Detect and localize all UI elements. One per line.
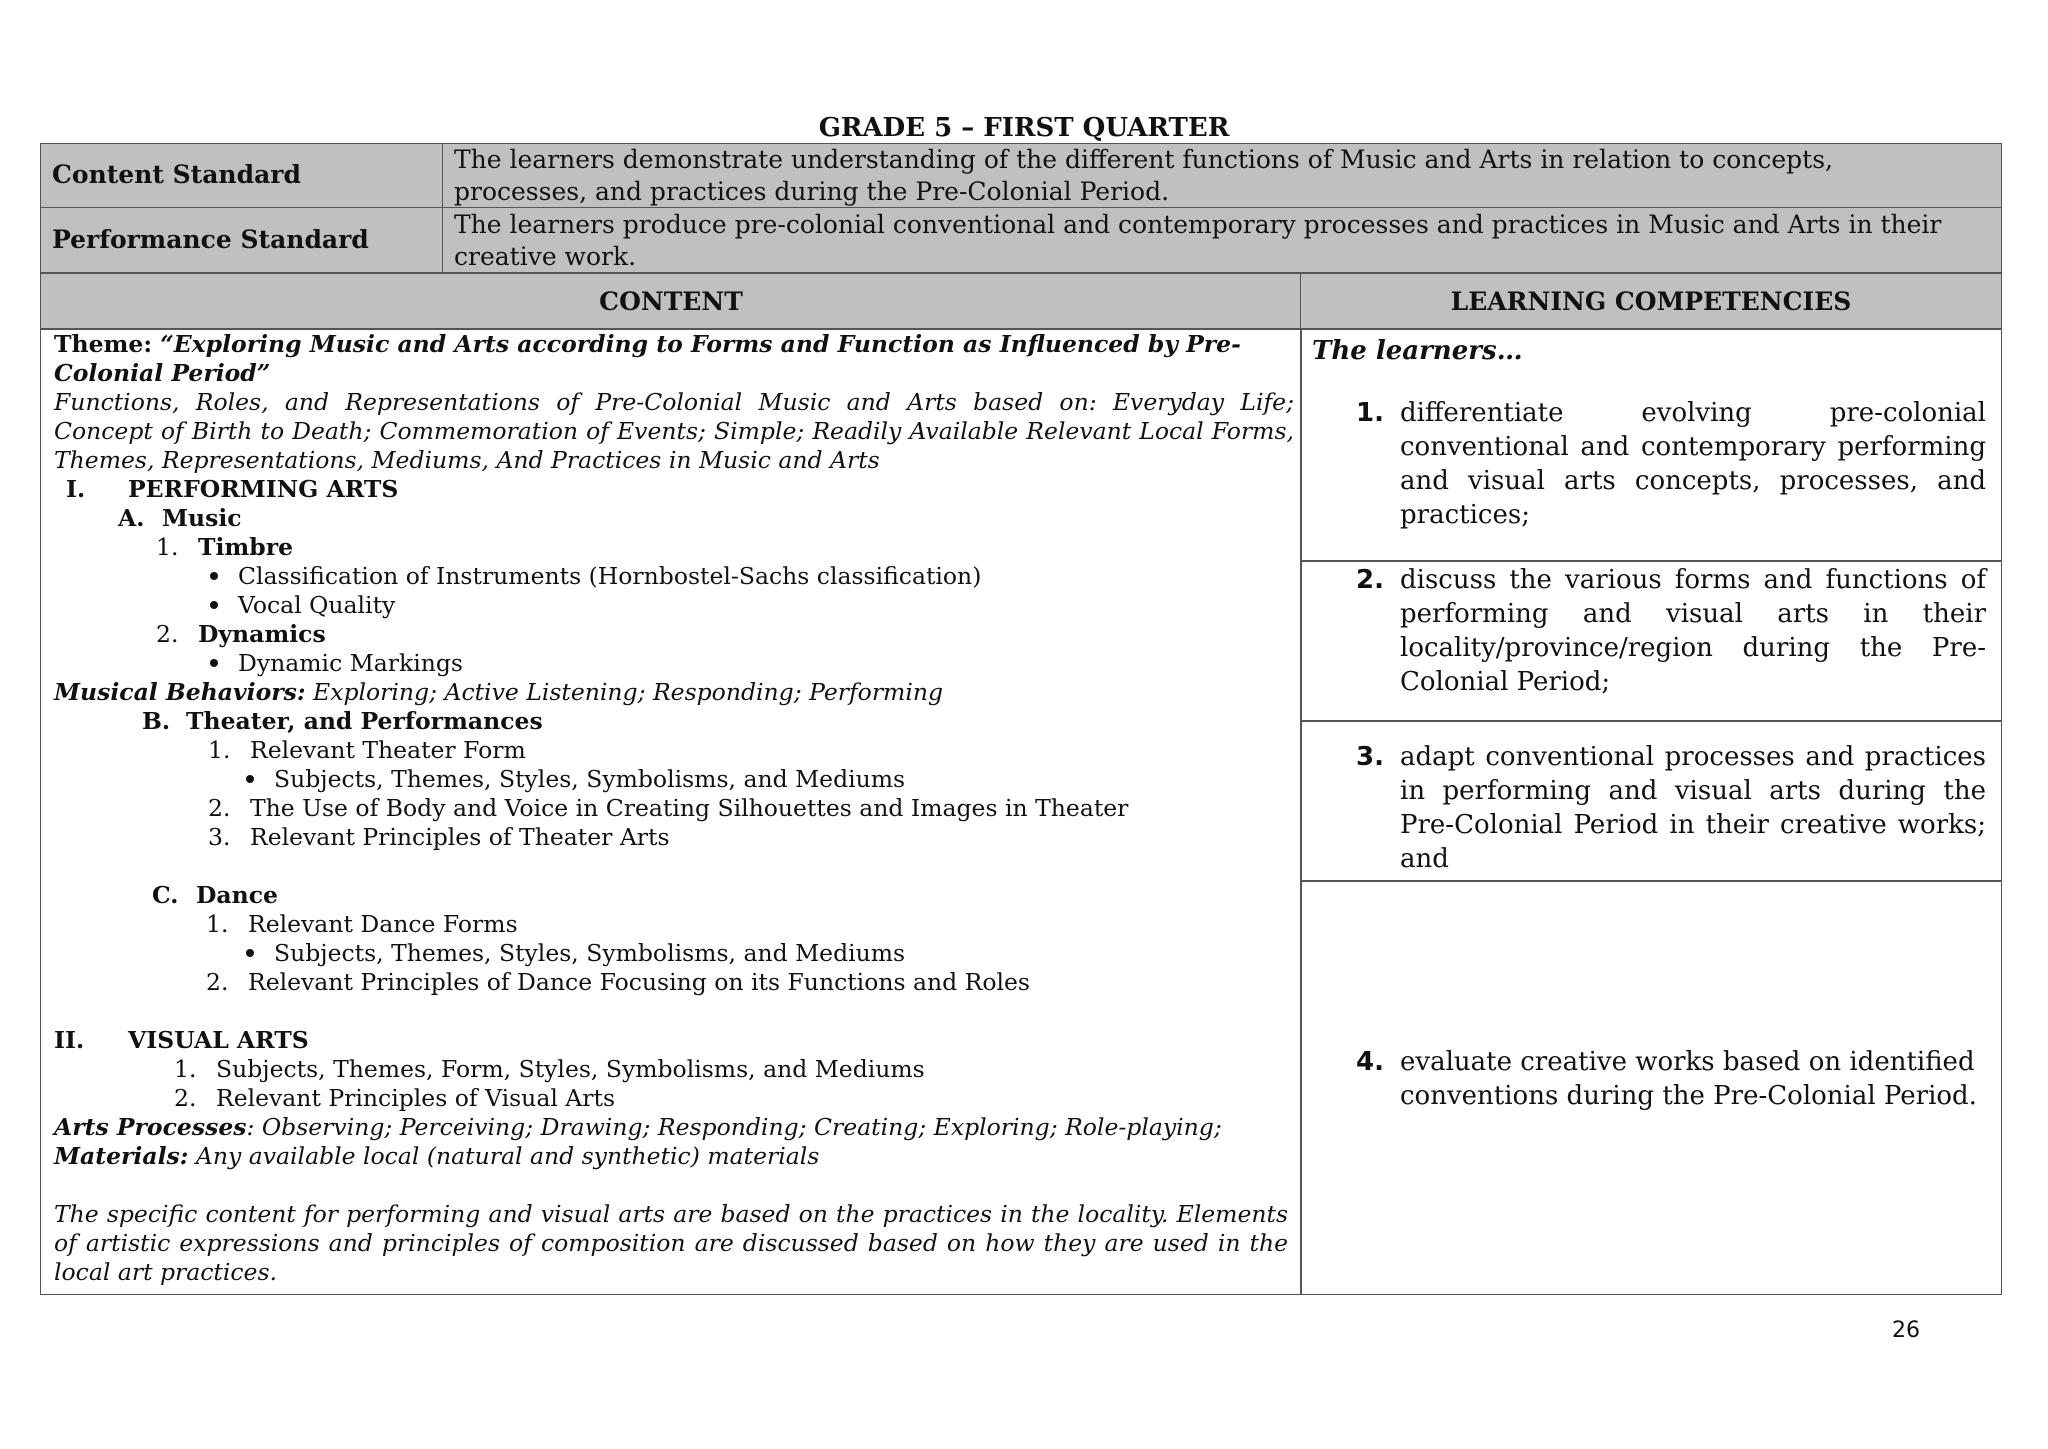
musical-behaviors-label: Musical Behaviors:: [54, 678, 306, 706]
materials: [54, 1142, 819, 1171]
arts-processes-text: : Observing; Perceiving; Drawing; Responding; Creating; Exploring; Role-playing;: [246, 1113, 1222, 1141]
timbre-num: 1.: [156, 533, 179, 561]
locality-note: The specific content for performing and visual arts are based on the practices in the locality. Elements of artistic expressions and principles of composition are discussed based on how they are used in the local art practices.: [54, 1200, 1288, 1286]
materials-label: Materials:: [54, 1142, 189, 1170]
competency-1-num: 1.: [1356, 398, 1384, 428]
bullet-icon: [210, 572, 218, 580]
page-number: 26: [1892, 1318, 1920, 1343]
visual-arts-num: II.: [54, 1026, 85, 1054]
competency-3-num: 3.: [1356, 742, 1384, 772]
competency-4-num: 4.: [1356, 1047, 1384, 1077]
competency-2-text: discuss the various forms and functions of performing and visual arts in their locality/province/region during the Pre-Colonial Period;: [1400, 565, 1986, 697]
timbre-heading: Timbre: [198, 533, 294, 561]
theater-item-2: The Use of Body and Voice in Creating Silhouettes and Images in Theater: [250, 794, 1129, 822]
content-standard-text: The learners demonstrate understanding of the different functions of Music and Arts in relation to concepts, processes, and practices during the Pre-Colonial Period.: [454, 145, 1833, 206]
visual-item-1: Subjects, Themes, Form, Styles, Symbolisms, and Mediums: [216, 1055, 925, 1083]
materials-text: Any available local (natural and synthetic) materials: [188, 1142, 820, 1170]
dance-letter: C.: [152, 881, 179, 909]
music-letter: A.: [118, 504, 145, 532]
functions-text: Functions, Roles, and Representations of Pre-Colonial Music and Arts based on: Everyday Life; Concept of Birth to Death; Commemoration of Events; Simple; Readily Available Relevant Local Forms, Themes, Representations, Mediums, And Practices in Music and Arts: [54, 388, 1294, 474]
competency-1-text: differentiate evolving pre-colonial conventional and contemporary performing and visual arts concepts, processes, and practices;: [1400, 398, 1986, 530]
dance-item-2-num: 2.: [206, 968, 229, 996]
competencies-intro: The learners…: [1312, 336, 1523, 366]
visual-item-2-num: 2.: [174, 1084, 197, 1112]
musical-behaviors-text: Exploring; Active Listening; Responding; Performing: [305, 678, 944, 706]
timbre-bullet-2: [210, 591, 395, 620]
dance-heading: Dance: [196, 881, 278, 909]
timbre-bullet-2-text: Vocal Quality: [238, 591, 396, 619]
competency-3-text: adapt conventional processes and practices in performing and visual arts during the Pre-Colonial Period in their creative works; and: [1400, 742, 1986, 874]
arts-processes: [54, 1113, 1222, 1142]
performance-standard-label: Performance Standard: [52, 225, 369, 254]
dance-item-1-num: 1.: [206, 910, 229, 938]
bullet-icon: [246, 775, 254, 783]
theme-label: Theme:: [54, 330, 153, 358]
arts-processes-label: Arts Processes: [54, 1113, 247, 1141]
performing-arts-heading: PERFORMING ARTS: [128, 475, 399, 503]
music-heading: Music: [162, 504, 242, 532]
bullet-icon: [246, 949, 254, 957]
competency-2-num: 2.: [1356, 565, 1384, 595]
theater-item-1: Relevant Theater Form: [250, 736, 526, 764]
competencies-header: LEARNING COMPETENCIES: [1450, 287, 1852, 316]
content-header: CONTENT: [599, 287, 743, 316]
dynamics-num: 2.: [156, 620, 179, 648]
theater-heading: Theater, and Performances: [186, 707, 543, 735]
dynamics-heading: Dynamics: [198, 620, 326, 648]
dance-item-2: Relevant Principles of Dance Focusing on its Functions and Roles: [248, 968, 1030, 996]
dance-item-1: Relevant Dance Forms: [248, 910, 518, 938]
visual-item-1-num: 1.: [174, 1055, 197, 1083]
theater-item-3: Relevant Principles of Theater Arts: [250, 823, 670, 851]
dance-item-1-bullet-text: Subjects, Themes, Styles, Symbolisms, and Mediums: [274, 939, 906, 967]
page-title: GRADE 5 – FIRST QUARTER: [818, 113, 1230, 143]
content-standard-label: Content Standard: [52, 160, 301, 189]
theme-block: [54, 330, 1284, 388]
theater-item-1-bullet: [246, 765, 905, 794]
competency-4-text: evaluate creative works based on identified conventions during the Pre-Colonial Period.: [1400, 1047, 1977, 1111]
theater-item-3-num: 3.: [208, 823, 231, 851]
timbre-bullet-1: [210, 562, 981, 591]
dynamics-bullet-1-text: Dynamic Markings: [238, 649, 463, 677]
dance-item-1-bullet: [246, 939, 905, 968]
theater-item-1-num: 1.: [208, 736, 231, 764]
bullet-icon: [210, 659, 218, 667]
bullet-icon: [210, 601, 218, 609]
theater-letter: B.: [142, 707, 171, 735]
visual-arts-heading: VISUAL ARTS: [128, 1026, 309, 1054]
performance-standard-text: The learners produce pre-colonial conventional and contemporary processes and practices in Music and Arts in their creative work.: [454, 210, 1942, 271]
dynamics-bullet-1: [210, 649, 463, 678]
performing-arts-num: I.: [66, 475, 86, 503]
musical-behaviors: [54, 678, 943, 707]
visual-item-2: Relevant Principles of Visual Arts: [216, 1084, 616, 1112]
timbre-bullet-1-text: Classification of Instruments (Hornbostel-Sachs classification): [238, 562, 982, 590]
theater-item-1-bullet-text: Subjects, Themes, Styles, Symbolisms, and Mediums: [274, 765, 906, 793]
theater-item-2-num: 2.: [208, 794, 231, 822]
theme-text: “Exploring Music and Arts according to Forms and Function as Influenced by Pre-Colonial Period”: [54, 330, 1241, 387]
